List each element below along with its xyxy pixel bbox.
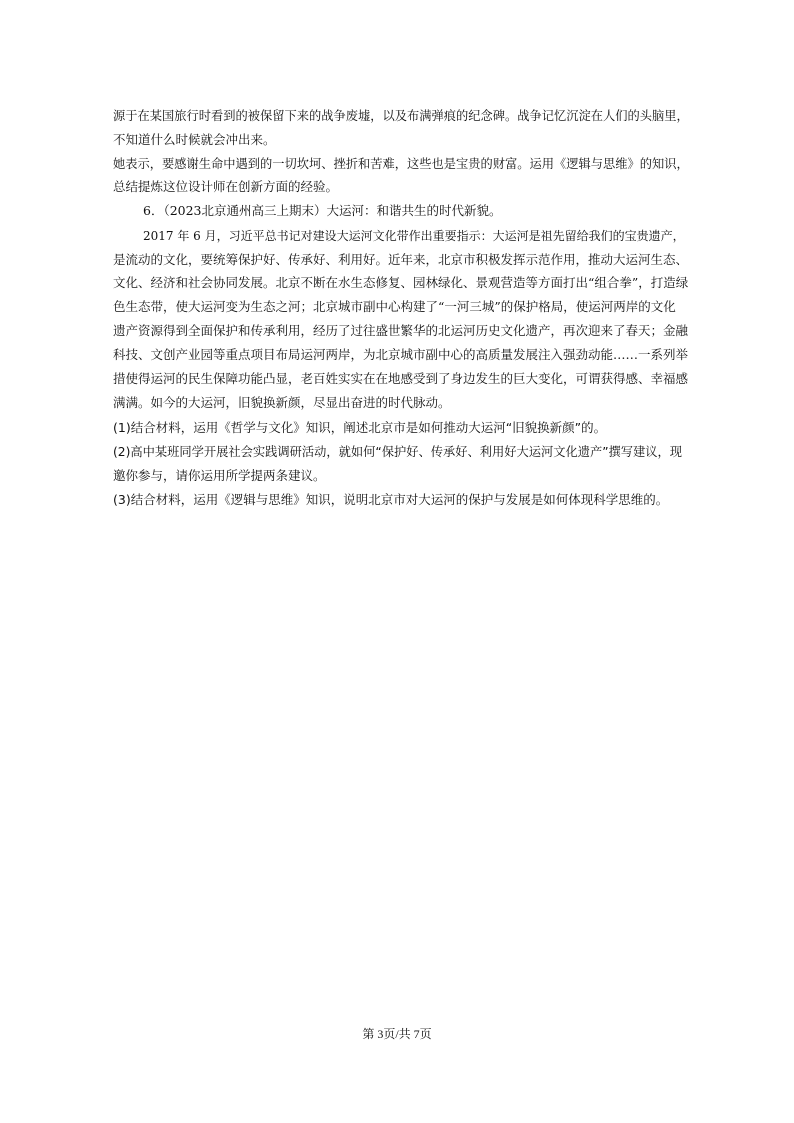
question-2-line-2: 邀你参与，请你运用所学提两条建议。	[113, 468, 326, 483]
question-1: (1)结合材料，运用《哲学与文化》知识，阐述北京市是如何推动大运河“旧貌换新颜”的。	[113, 420, 607, 435]
continuation-line-2: 不知道什么时候就会冲出来。	[113, 132, 276, 147]
material-line-1: 2017 年 6 月，习近平总书记对建设大运河文化带作出重要指示：大运河是祖先留给我们的宝贵遗产，	[143, 229, 685, 243]
material-line-3: 文化、经济和社会协同发展。北京不断在水生态修复、园林绿化、景观营造等方面打出“组合拳”，打造绿	[113, 275, 689, 290]
page-footer: 第 3页/共 7页	[362, 1027, 432, 1041]
material-line-6: 科技、文创产业园等重点项目布局运河两岸，为北京城市副中心的高质量发展注入强劲动能……一系列举	[113, 347, 689, 362]
continuation-line-1: 源于在某国旅行时看到的被保留下来的战争废墟，以及布满弹痕的纪念碑。战争记忆沉淀在人们的头脑里，	[113, 109, 689, 123]
question-2-line-1: (2)高中某班同学开展社会实践调研活动，就如何“保护好、传承好、利用好大运河文化遗产”撰写建议，现	[113, 445, 683, 459]
material-line-7: 措使得运河的民生保障功能凸显，老百姓实实在在地感受到了身边发生的巨大变化，可谓获得感、幸福感	[113, 371, 689, 386]
material-line-2: 是流动的文化，要统筹保护好、传承好、利用好。近年来，北京市积极发挥示范作用，推动大运河生态、	[113, 252, 689, 267]
question-3: (3)结合材料，运用《逻辑与思维》知识，说明北京市对大运河的保护与发展是如何体现科学思维的。	[113, 492, 669, 507]
continuation-line-4: 总结提炼这位设计师在创新方面的经验。	[113, 179, 339, 194]
material-line-5: 遗产资源得到全面保护和传承利用，经历了过往盛世繁华的北运河历史文化遗产，再次迎来了春天；金融	[113, 323, 689, 338]
continuation-line-3: 她表示，要感谢生命中遇到的一切坎坷、挫折和苦难，这些也是宝贵的财富。运用《逻辑与思维》的知识，	[113, 157, 689, 171]
question6-heading: 6．（2023北京通州高三上期末）大运河：和谐共生的时代新貌。	[143, 203, 502, 218]
material-line-4: 色生态带，使大运河变为生态之河；北京城市副中心构建了“一河三城”的保护格局，使运河两岸的文化	[113, 299, 676, 314]
material-line-8: 满满。如今的大运河，旧貌换新颜，尽显出奋进的时代脉动。	[113, 395, 451, 410]
